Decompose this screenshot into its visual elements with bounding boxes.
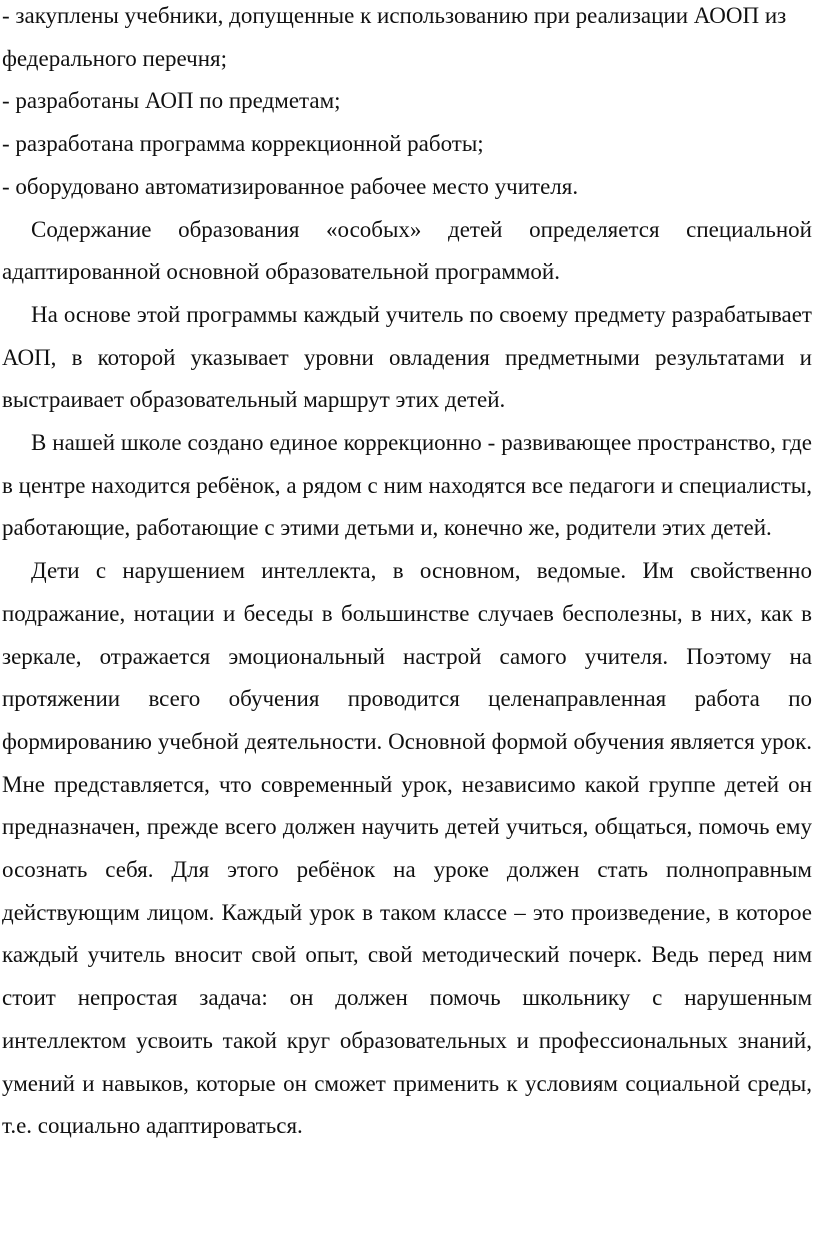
resource-list xyxy=(2,0,812,209)
list-item: - разработана программа коррекционной работы; xyxy=(2,131,484,157)
list-item: - оборудовано автоматизированное рабочее место учителя. xyxy=(2,173,579,199)
list-item: - разработаны АОП по предметам; xyxy=(2,88,341,114)
paragraph-aop-development: На основе этой программы каждый учитель по своему предмету разрабатывает АОП, в которой указывает уровни овладения предметными результатами и выстраивает образовательный маршрут этих детей. xyxy=(2,301,812,413)
paragraph-education-content: Содержание образования «особых» детей определяется специальной адаптированной основной образовательной программой. xyxy=(2,216,812,285)
list-item: - закуплены учебники, допущенные к использованию при реализации АООП из федерального перечня; xyxy=(2,3,787,71)
paragraph-children-learning: Дети с нарушением интеллекта, в основном, ведомые. Им свойственно подражание, нотации и беседы в большинстве случаев бесполезны, в них, как в зеркале, отражается эмоциональный настрой самого учителя. Поэтому на протяжении всего обучения проводится целенаправленная работа по формированию учебной деятельности. Основной формой обучения является урок. Мне представляется, что современный урок, независимо какой группе детей он предназначен, прежде всего должен научить детей учиться, общаться, помочь ему осознать себя. Для этого ребёнок на уроке должен стать полноправным действующим лицом. Каждый урок в таком классе – это произведение, в которое каждый учитель вносит свой опыт, свой методический почерк. Ведь перед ним стоит непростая задача: он должен помочь школьнику с нарушенным интеллектом усвоить такой круг образовательных и профессиональных знаний, умений и навыков, которые он сможет применить к условиям социальной среды, т.е. социально адаптироваться. xyxy=(2,558,812,1139)
paragraph-correctional-space: В нашей школе создано единое коррекционно - развивающее пространство, где в центре находится ребёнок, а рядом с ним находятся все педагоги и специалисты, работающие, работающие с этими детьми и, конечно же, родители этих детей. xyxy=(2,430,812,541)
